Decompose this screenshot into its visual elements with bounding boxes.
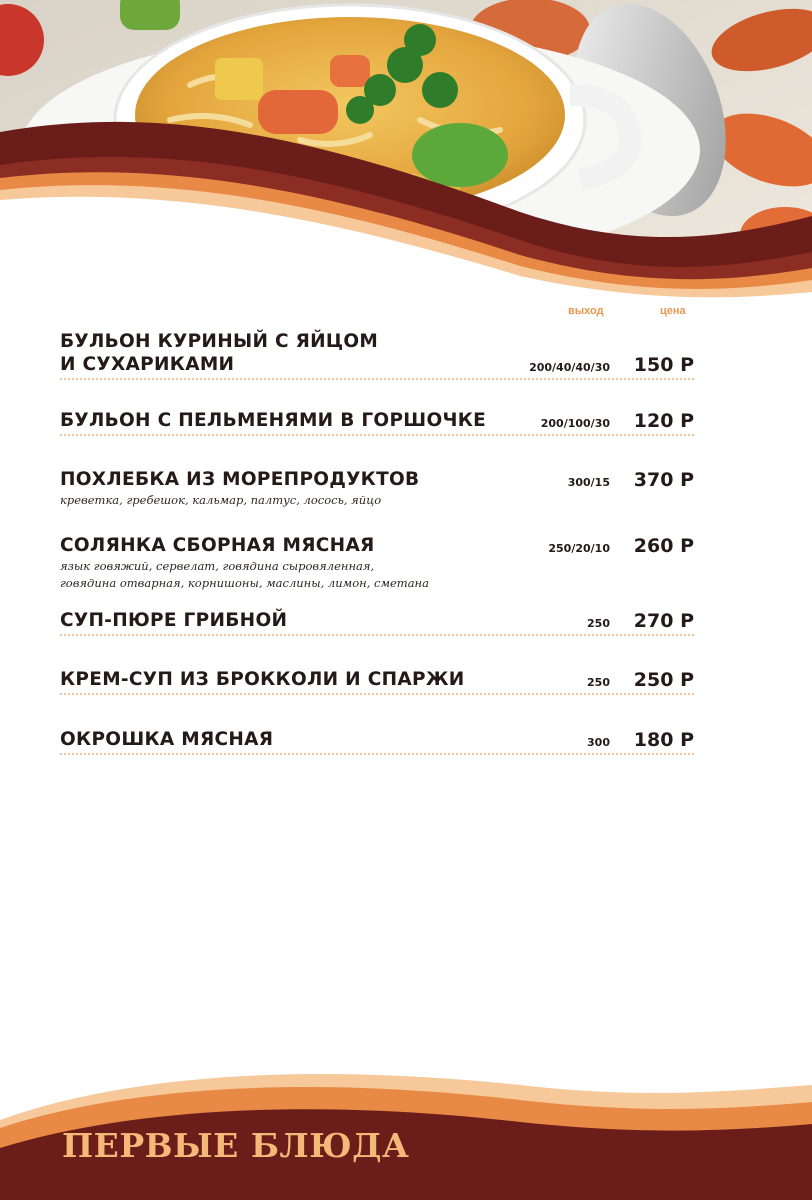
dish-name: БУЛЬОН С ПЕЛЬМЕНЯМИ В ГОРШОЧКЕ [60, 410, 487, 431]
menu-item [60, 468, 694, 508]
dish-weight: 300 [587, 736, 610, 749]
dish-name: СОЛЯНКА СБОРНАЯ МЯСНАЯ [60, 535, 375, 556]
menu-item [60, 409, 694, 436]
dish-price: 260 Р [633, 535, 694, 557]
menu-item [60, 534, 694, 591]
dish-description: креветка, гребешок, кальмар, палтус, лосось, яйцо [60, 493, 382, 507]
dish-price: 270 Р [633, 610, 694, 632]
dish-weight: 200/40/40/30 [529, 361, 610, 374]
dish-price: 250 Р [633, 669, 694, 691]
dish-description-line2: говядина отварная, корнишоны, маслины, лимон, сметана [60, 576, 429, 590]
dish-weight: 300/15 [567, 476, 610, 489]
dish-name: ПОХЛЕБКА ИЗ МОРЕПРОДУКТОВ [60, 469, 420, 490]
dish-weight: 250 [587, 617, 610, 630]
dish-price: 150 Р [633, 354, 694, 376]
menu-item [60, 609, 694, 636]
column-header-price: цена [660, 305, 686, 317]
dish-name: СУП-ПЮРЕ ГРИБНОЙ [60, 610, 288, 631]
menu-item [60, 728, 694, 755]
dish-name: КРЕМ-СУП ИЗ БРОККОЛИ И СПАРЖИ [60, 669, 465, 690]
dish-weight: 200/100/30 [540, 417, 610, 430]
dish-price: 120 Р [633, 410, 694, 432]
dish-price: 180 Р [633, 729, 694, 751]
column-header-weight: выход [568, 305, 604, 317]
section-title: ПЕРВЫЕ БЛЮДА [62, 1126, 410, 1165]
dish-weight: 250 [587, 676, 610, 689]
dish-name: БУЛЬОН КУРИНЫЙ С ЯЙЦОМ [60, 331, 379, 352]
menu-item [60, 330, 694, 380]
dish-price: 370 Р [633, 469, 694, 491]
dish-name-line2: И СУХАРИКАМИ [60, 354, 235, 375]
dish-weight: 250/20/10 [548, 542, 610, 555]
dish-description: язык говяжий, сервелат, говядина сыровяленная, [60, 559, 375, 573]
dish-name: ОКРОШКА МЯСНАЯ [60, 729, 274, 750]
hero-soup-image [0, 0, 812, 310]
menu-item [60, 668, 694, 695]
